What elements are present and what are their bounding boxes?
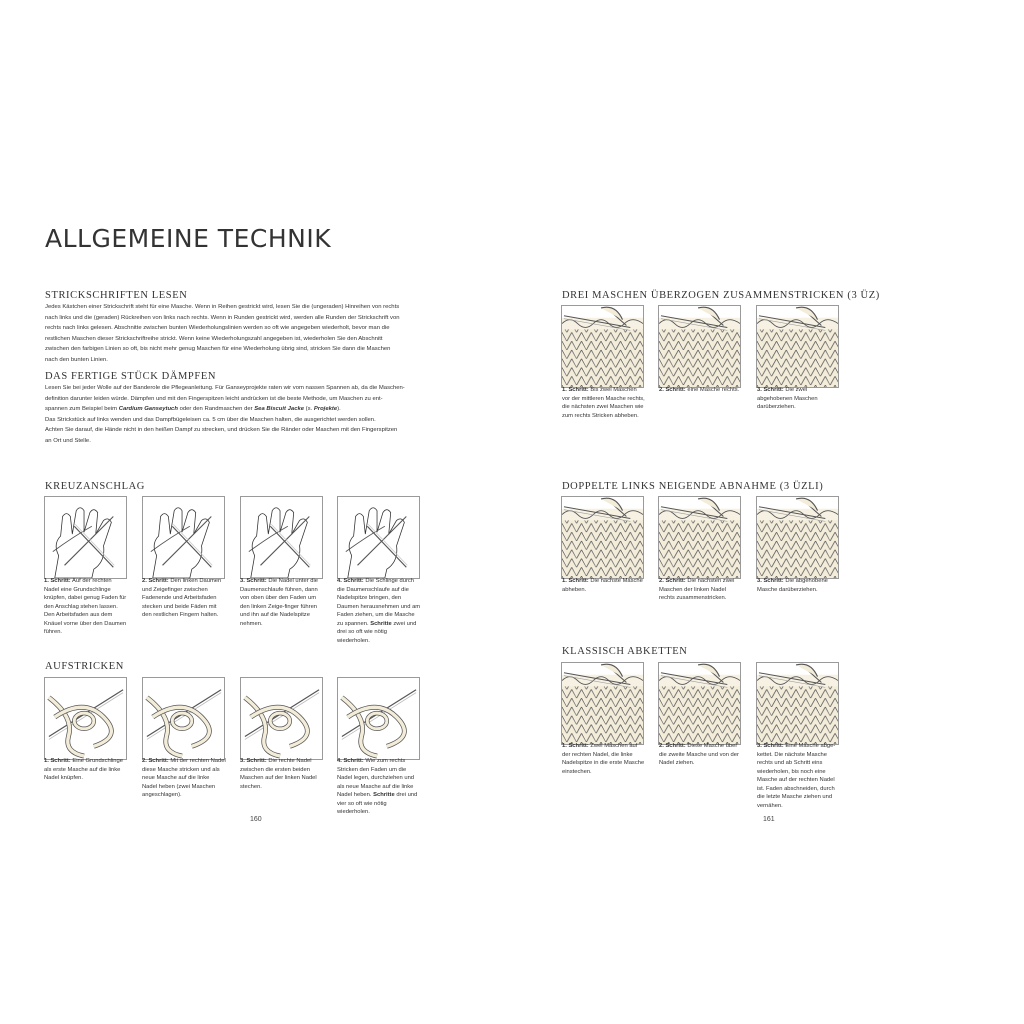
kreuzanschlag-figure-2 — [142, 496, 225, 579]
aufstricken-figure-2 — [142, 677, 225, 760]
strickschriften-text — [45, 302, 445, 366]
aufstricken-caption-2: 2. Schritt: Mit der rechten Nadel diese Masche stricken und als neue Masche auf die linke Nadel heben (zwei Maschen angeschlagen). — [142, 758, 226, 798]
3uez-figure-1 — [561, 305, 644, 388]
abketten-figure-3 — [756, 662, 839, 745]
abketten-figure-2 — [658, 662, 741, 745]
strickschriften-line: restlichen Maschen dieser Strickschriftreihe strickt. Wenn keine Wiederholungszahl angegeben ist, wiederholen Sie den Abschnitt — [45, 335, 383, 342]
aufstricken-figure-3 — [240, 677, 323, 760]
aufstricken-figure-1 — [44, 677, 127, 760]
daempfen-line: definition darunter leiden würde. Dämpfen und mit den Fingerspitzen leicht andrücken ist die beste Methode, um Maschen zu ent- — [45, 395, 383, 402]
strickschriften-line: nach links und die (geraden) Rückreihen von links nach rechts. Wenn in Runden gestrickt wird, werden alle Runden der Strickschrift von — [45, 314, 400, 321]
daempfen-line: Lesen Sie bei jeder Wolle auf der Banderole die Pflegeanleitung. Für Ganseyprojekte raten wir vom nassen Spannen ab, da die Maschen- — [45, 385, 405, 391]
heading-aufstricken: AUFSTRICKEN — [45, 661, 124, 672]
3uez-caption-2: 2. Schritt: eine Masche rechts. — [659, 387, 740, 393]
kreuzanschlag-figure-1 — [44, 496, 127, 579]
aufstricken-figure-4 — [337, 677, 420, 760]
kreuzanschlag-figure-3 — [240, 496, 323, 579]
heading-abketten: KLASSISCH ABKETTEN — [562, 646, 688, 657]
daempfen-line: Achten Sie darauf, die Hände nicht in den heißen Dampf zu strecken, und drücken Sie die Ränder oder Maschen mit den Fingerspitzen — [45, 427, 398, 434]
kreuzanschlag-figure-4 — [337, 496, 420, 579]
kreuzanschlag-caption-1: 1. Schritt: Auf der rechten Nadel eine Grundschlinge knüpfen, dabei genug Faden für den Anschlag stehen lassen. Den Arbeitsfaden aus dem Knäuel vorne über den Daumen führen. — [44, 578, 127, 635]
heading-strickschriften: STRICKSCHRIFTEN LESEN — [45, 290, 188, 301]
page-number-right: 161 — [763, 816, 775, 823]
page-number-left: 160 — [250, 816, 262, 823]
3uezli-caption-2: 2. Schritt: Die nächsten zwei Maschen der linken Nadel rechts zusammenstricken. — [659, 578, 735, 601]
3uez-caption-3: 3. Schritt: Die zwei abgehobenen Maschen darüberziehen. — [757, 387, 818, 410]
strickschriften-line: Jedes Kästchen einer Strickschrift steht für eine Masche. Wenn in Reihen gestrickt wird, lesen Sie die (ungeraden) Hinreihen von rechts — [45, 304, 400, 310]
daempfen-line: Das Strickstück auf links wenden und das Dampfbügeleisen ca. 5 cm über die Maschen halten, die ausgerichtet werden sollen. — [45, 416, 376, 423]
kreuzanschlag-caption-4: 4. Schritt: Die Schlinge durch die Daumenschlaufe auf die Nadelspitze bringen, den Daumen herausnehmen und am Faden ziehen, um die Masche zu spannen. Schritte zwei und drei so oft wie nötig wiederholen. — [337, 578, 421, 644]
3uez-figure-2 — [658, 305, 741, 388]
daempfen-line: an Ort und Stelle. — [45, 437, 91, 444]
heading-daempfen: DAS FERTIGE STÜCK DÄMPFEN — [45, 371, 217, 382]
abketten-caption-2: 2. Schritt: Diese Masche über die zweite Masche und von der Nadel ziehen. — [659, 743, 739, 766]
daempfen-text — [45, 383, 445, 447]
3uez-figure-3 — [756, 305, 839, 388]
aufstricken-caption-1: 1. Schritt: Eine Grundschlinge als erste Masche auf die linke Nadel knüpfen. — [44, 758, 123, 781]
abketten-caption-1: 1. Schritt: Zwei Maschen auf der rechten Nadel, die linke Nadelspitze in die erste Masche einstechen. — [562, 743, 645, 775]
heading-3uezli: DOPPELTE LINKS NEIGENDE ABNAHME (3 ÜZLI) — [562, 481, 824, 492]
strickschriften-line: nach den bunten Linien. — [45, 356, 108, 363]
3uezli-figure-2 — [658, 496, 741, 579]
kreuzanschlag-caption-2: 2. Schritt: Den linken Daumen und Zeigefinger zwischen Fadenende und Arbeitsfaden stecken und beide Fäden mit den restlichen Fingern halten. — [142, 578, 222, 618]
abketten-figure-1 — [561, 662, 644, 745]
strickschriften-line: rechts nach links gelesen. Abschnitte zwischen bunten Wiederholungslinien werden so oft wie angegeben wiederholt, bevor man die — [45, 325, 390, 332]
strickschriften-line: zwischen den farbigen Linien so oft, bis nicht mehr genug Maschen für eine Wiederholung übrig sind, stricken Sie dann die Maschen — [45, 346, 391, 353]
3uez-caption-1: 1. Schritt: Bis zwei Maschen vor der mittleren Masche rechts, die nächsten zwei Maschen wie zum rechts Stricken abheben. — [562, 387, 645, 419]
kreuzanschlag-caption-3: 3. Schritt: Die Nadel unter die Daumenschlaufe führen, dann von oben über den Faden um den linken Zeige-finger führen und ihn auf die Nadelspitze nehmen. — [240, 578, 318, 627]
heading-kreuzanschlag: KREUZANSCHLAG — [45, 481, 145, 492]
abketten-caption-3: 3. Schritt: Eine Masche abge-kettet. Die nächste Masche rechts und ab Schritt eins wiederholen, bis noch eine Masche auf der rechten Nadel ist. Faden abschneiden, durch die letzte Masche ziehen und vernähen. — [757, 743, 836, 809]
3uezli-figure-1 — [561, 496, 644, 579]
daempfen-line: spannen zum Beispiel beim Cardium Ganseytuch oder den Randmaschen der Sea Biscuit Jacke (s. Projekte). — [45, 406, 341, 413]
page-title: ALLGEMEINE TECHNIK — [45, 224, 332, 253]
aufstricken-caption-3: 3. Schritt: Die rechte Nadel zwischen die ersten beiden Maschen auf der linken Nadel stechen. — [240, 758, 317, 790]
3uezli-caption-3: 3. Schritt: Die abgehobene Masche darüberziehen. — [757, 578, 828, 593]
heading-3uez: DREI MASCHEN ÜBERZOGEN ZUSAMMENSTRICKEN (3 ÜZ) — [562, 290, 880, 301]
3uezli-caption-1: 1. Schritt: Die nächste Masche abheben. — [562, 578, 643, 593]
aufstricken-caption-4: 4. Schritt: Wie zum rechts Stricken den Faden um die Nadel legen, durchziehen und als neue Masche auf die linke Nadel heben. Schritte drei und vier so oft wie nötig wiederholen. — [337, 758, 418, 815]
3uezli-figure-3 — [756, 496, 839, 579]
